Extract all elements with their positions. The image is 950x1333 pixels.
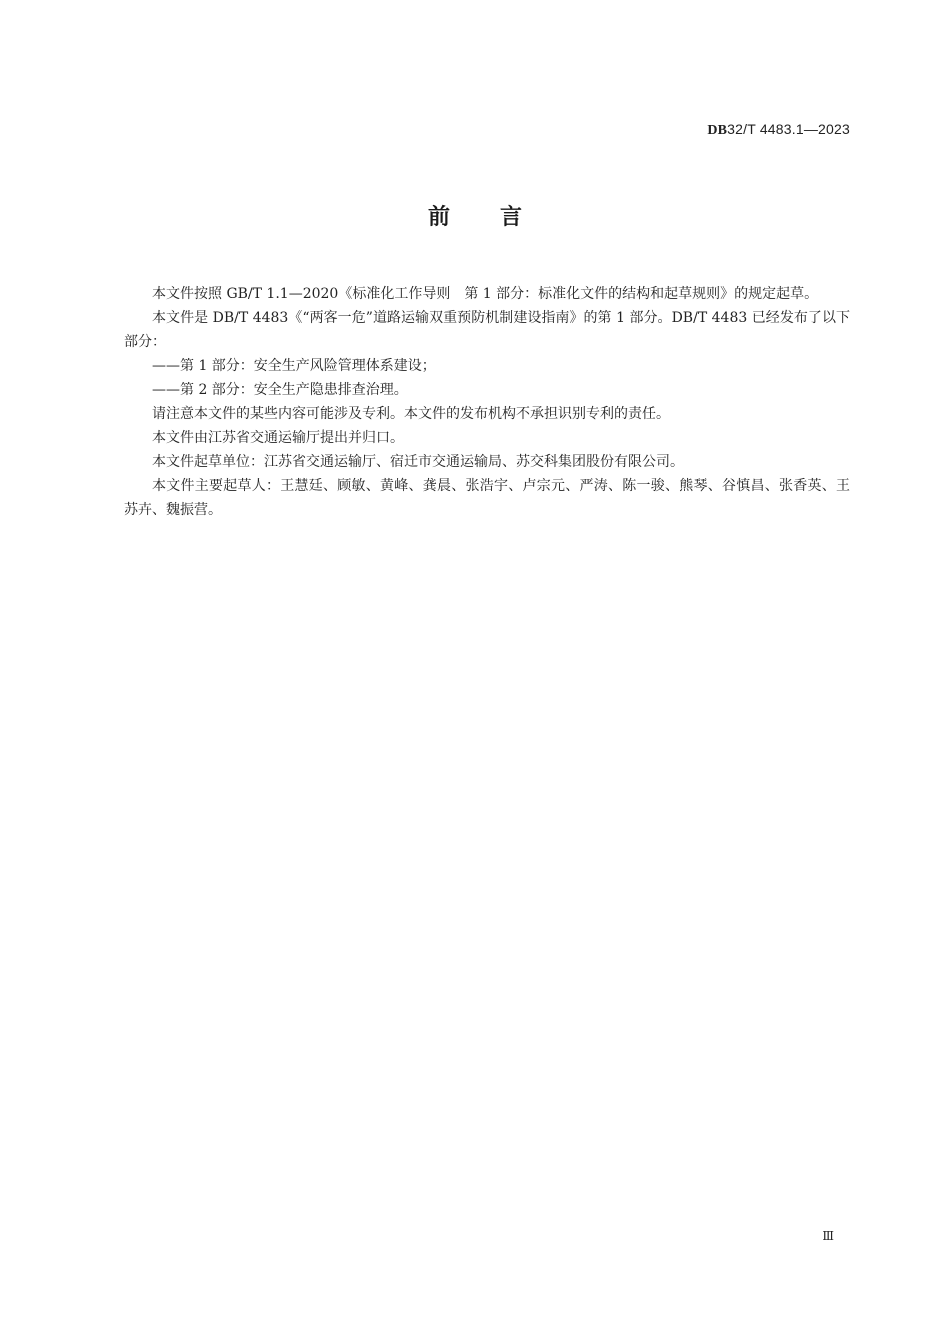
page-title <box>0 200 950 231</box>
standard-code-prefix: DB <box>707 123 728 138</box>
paragraph-proposer: 本文件由江苏省交通运输厅提出并归口。 <box>152 430 404 446</box>
list-item-part-1: ——第 1 部分：安全生产风险管理体系建设； <box>152 358 436 374</box>
paragraph-part-of-series: 本文件是 DB/T 4483《“两客一危”道路运输双重预防机制建设指南》的第 1 部分。DB/T 4483 已经发布了以下部分： <box>124 310 850 350</box>
title-char-2: 言 <box>500 205 523 230</box>
title-char-1: 前 <box>427 205 450 230</box>
paragraph-drafting-units: 本文件起草单位：江苏省交通运输厅、宿迁市交通运输局、苏交科集团股份有限公司。 <box>152 454 684 470</box>
standard-code-number: 32/T 4483.1—2023 <box>727 121 850 137</box>
paragraph-patent-notice: 请注意本文件的某些内容可能涉及专利。本文件的发布机构不承担识别专利的责任。 <box>152 406 670 422</box>
paragraph-drafters: 本文件主要起草人：王慧廷、顾敏、黄峰、龚晨、张浩宇、卢宗元、严涛、陈一骏、熊琴、谷慎昌、张香英、王苏卉、魏振营。 <box>124 478 850 518</box>
page-number: Ⅲ <box>822 1229 834 1243</box>
paragraph-drafting-rules: 本文件按照 GB/T 1.1—2020《标准化工作导则 第 1 部分：标准化文件的结构和起草规则》的规定起草。 <box>152 286 819 302</box>
foreword-body <box>124 282 850 522</box>
standard-code <box>707 121 850 139</box>
list-item-part-2: ——第 2 部分：安全生产隐患排查治理。 <box>152 382 408 398</box>
